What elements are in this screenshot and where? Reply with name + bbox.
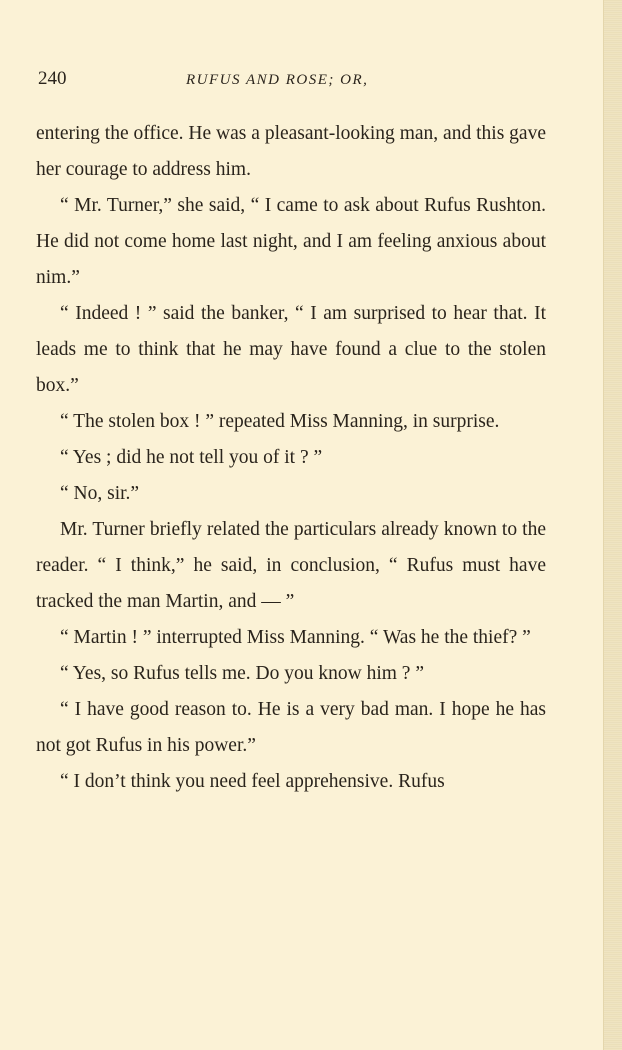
paragraph: “ I don’t think you need feel apprehensive. Rufus — [60, 771, 445, 792]
page-number: 240 — [38, 68, 67, 89]
paragraph: “ The stolen box ! ” repeated Miss Manning, in surprise. — [60, 411, 500, 432]
paragraph: “ Indeed ! ” said the banker, “ I am surprised to hear that. It leads me to think that he may have found a clue to the stolen box.” — [36, 303, 546, 396]
page-edge — [603, 0, 622, 1050]
paragraph: “ No, sir.” — [60, 483, 140, 504]
paragraph: entering the office. He was a pleasant-looking man, and this gave her courage to address him. — [36, 123, 546, 180]
body-text — [36, 116, 546, 800]
running-head: RUFUS AND ROSE; OR, — [186, 72, 369, 88]
paragraph: Mr. Turner briefly related the particulars already known to the reader. “ I think,” he said, in conclusion, “ Rufus must have tracked the man Martin, and — ” — [36, 519, 546, 612]
paragraph: “ Yes ; did he not tell you of it ? ” — [60, 447, 323, 468]
paragraph: “ Yes, so Rufus tells me. Do you know him ? ” — [60, 663, 424, 684]
paragraph: “ I have good reason to. He is a very bad man. I hope he has not got Rufus in his power.” — [36, 699, 546, 756]
paragraph: “ Mr. Turner,” she said, “ I came to ask about Rufus Rushton. He did not come home last night, and I am feeling anxious about nim.” — [36, 195, 546, 288]
paragraph: “ Martin ! ” interrupted Miss Manning. “ Was he the thief? ” — [60, 627, 531, 648]
page-header — [38, 68, 548, 96]
